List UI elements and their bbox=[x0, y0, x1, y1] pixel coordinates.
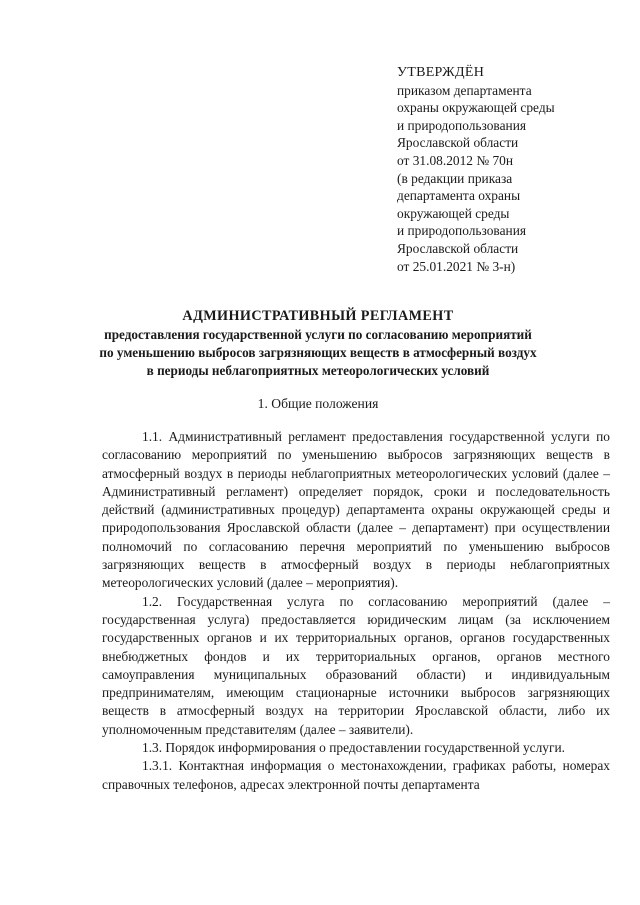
approval-line: Ярославской области bbox=[397, 240, 519, 256]
document-subtitle-line: по уменьшению выбросов загрязняющих веществ в атмосферный воздух bbox=[99, 345, 537, 360]
document-subtitle-line: предоставления государственной услуги по согласованию мероприятий bbox=[104, 327, 532, 342]
approval-line: от 31.08.2012 № 70н bbox=[397, 152, 514, 168]
document-title-block bbox=[88, 306, 548, 380]
paragraph: 1.2. Государственная услуга по согласованию мероприятий (далее – государственная услуга) предоставляется юридическим лицам (за исключением государственных органов и их территориальных органов, органов государственных внебюджетных фондов и их территориальных органов, органов местного самоуправления муниципальных образований области) и индивидуальным предпринимателям, имеющим стационарные источники выбросов загрязняющих веществ в атмосферный воздух на территории Ярославской области, либо их уполномоченным представителям (далее – заявители). bbox=[102, 593, 610, 737]
approval-line: приказом департамента bbox=[397, 82, 532, 98]
document-title: АДМИНИСТРАТИВНЫЙ РЕГЛАМЕНТ bbox=[182, 308, 454, 324]
approval-line: и природопользования bbox=[397, 223, 527, 239]
approval-title: УТВЕРЖДЁН bbox=[397, 65, 485, 80]
paragraph: 1.3.1. Контактная информация о местонахождении, графиках работы, номерах справочных телефонов, адресах электронной почты департамента bbox=[102, 758, 610, 792]
paragraph: 1.1. Административный регламент предоставления государственной услуги по согласованию мероприятий по уменьшению выбросов загрязняющих веществ в атмосферный воздух в периоды неблагоприятных метеорологических условий (далее – Административный регламент) определяет порядок, сроки и последовательность действий (административных процедур) департамента охраны окружающей среды и природопользования Ярославской области (далее – департамент) при осуществлении полномочий по согласованию перечня мероприятий по уменьшению выбросов загрязняющих веществ в атмосферный воздух в периоды неблагоприятных метеорологических условий (далее – мероприятия). bbox=[102, 429, 610, 591]
approval-line: охраны окружающей среды bbox=[397, 100, 555, 116]
paragraph: 1.3. Порядок информирования о предоставлении государственной услуги. bbox=[142, 740, 566, 756]
approval-line: и природопользования bbox=[397, 117, 527, 133]
approval-stamp-block bbox=[397, 64, 617, 275]
document-subtitle-line: в периоды неблагоприятных метеорологических условий bbox=[146, 363, 490, 378]
approval-line: от 25.01.2021 № 3-н) bbox=[397, 258, 516, 274]
approval-line: Ярославской области bbox=[397, 135, 519, 151]
approval-line: (в редакции приказа bbox=[397, 170, 513, 186]
approval-line: окружающей среды bbox=[397, 205, 510, 221]
section-heading: 1. Общие положения bbox=[257, 396, 379, 411]
approval-line: департамента охраны bbox=[397, 188, 521, 204]
document-body bbox=[102, 428, 610, 794]
